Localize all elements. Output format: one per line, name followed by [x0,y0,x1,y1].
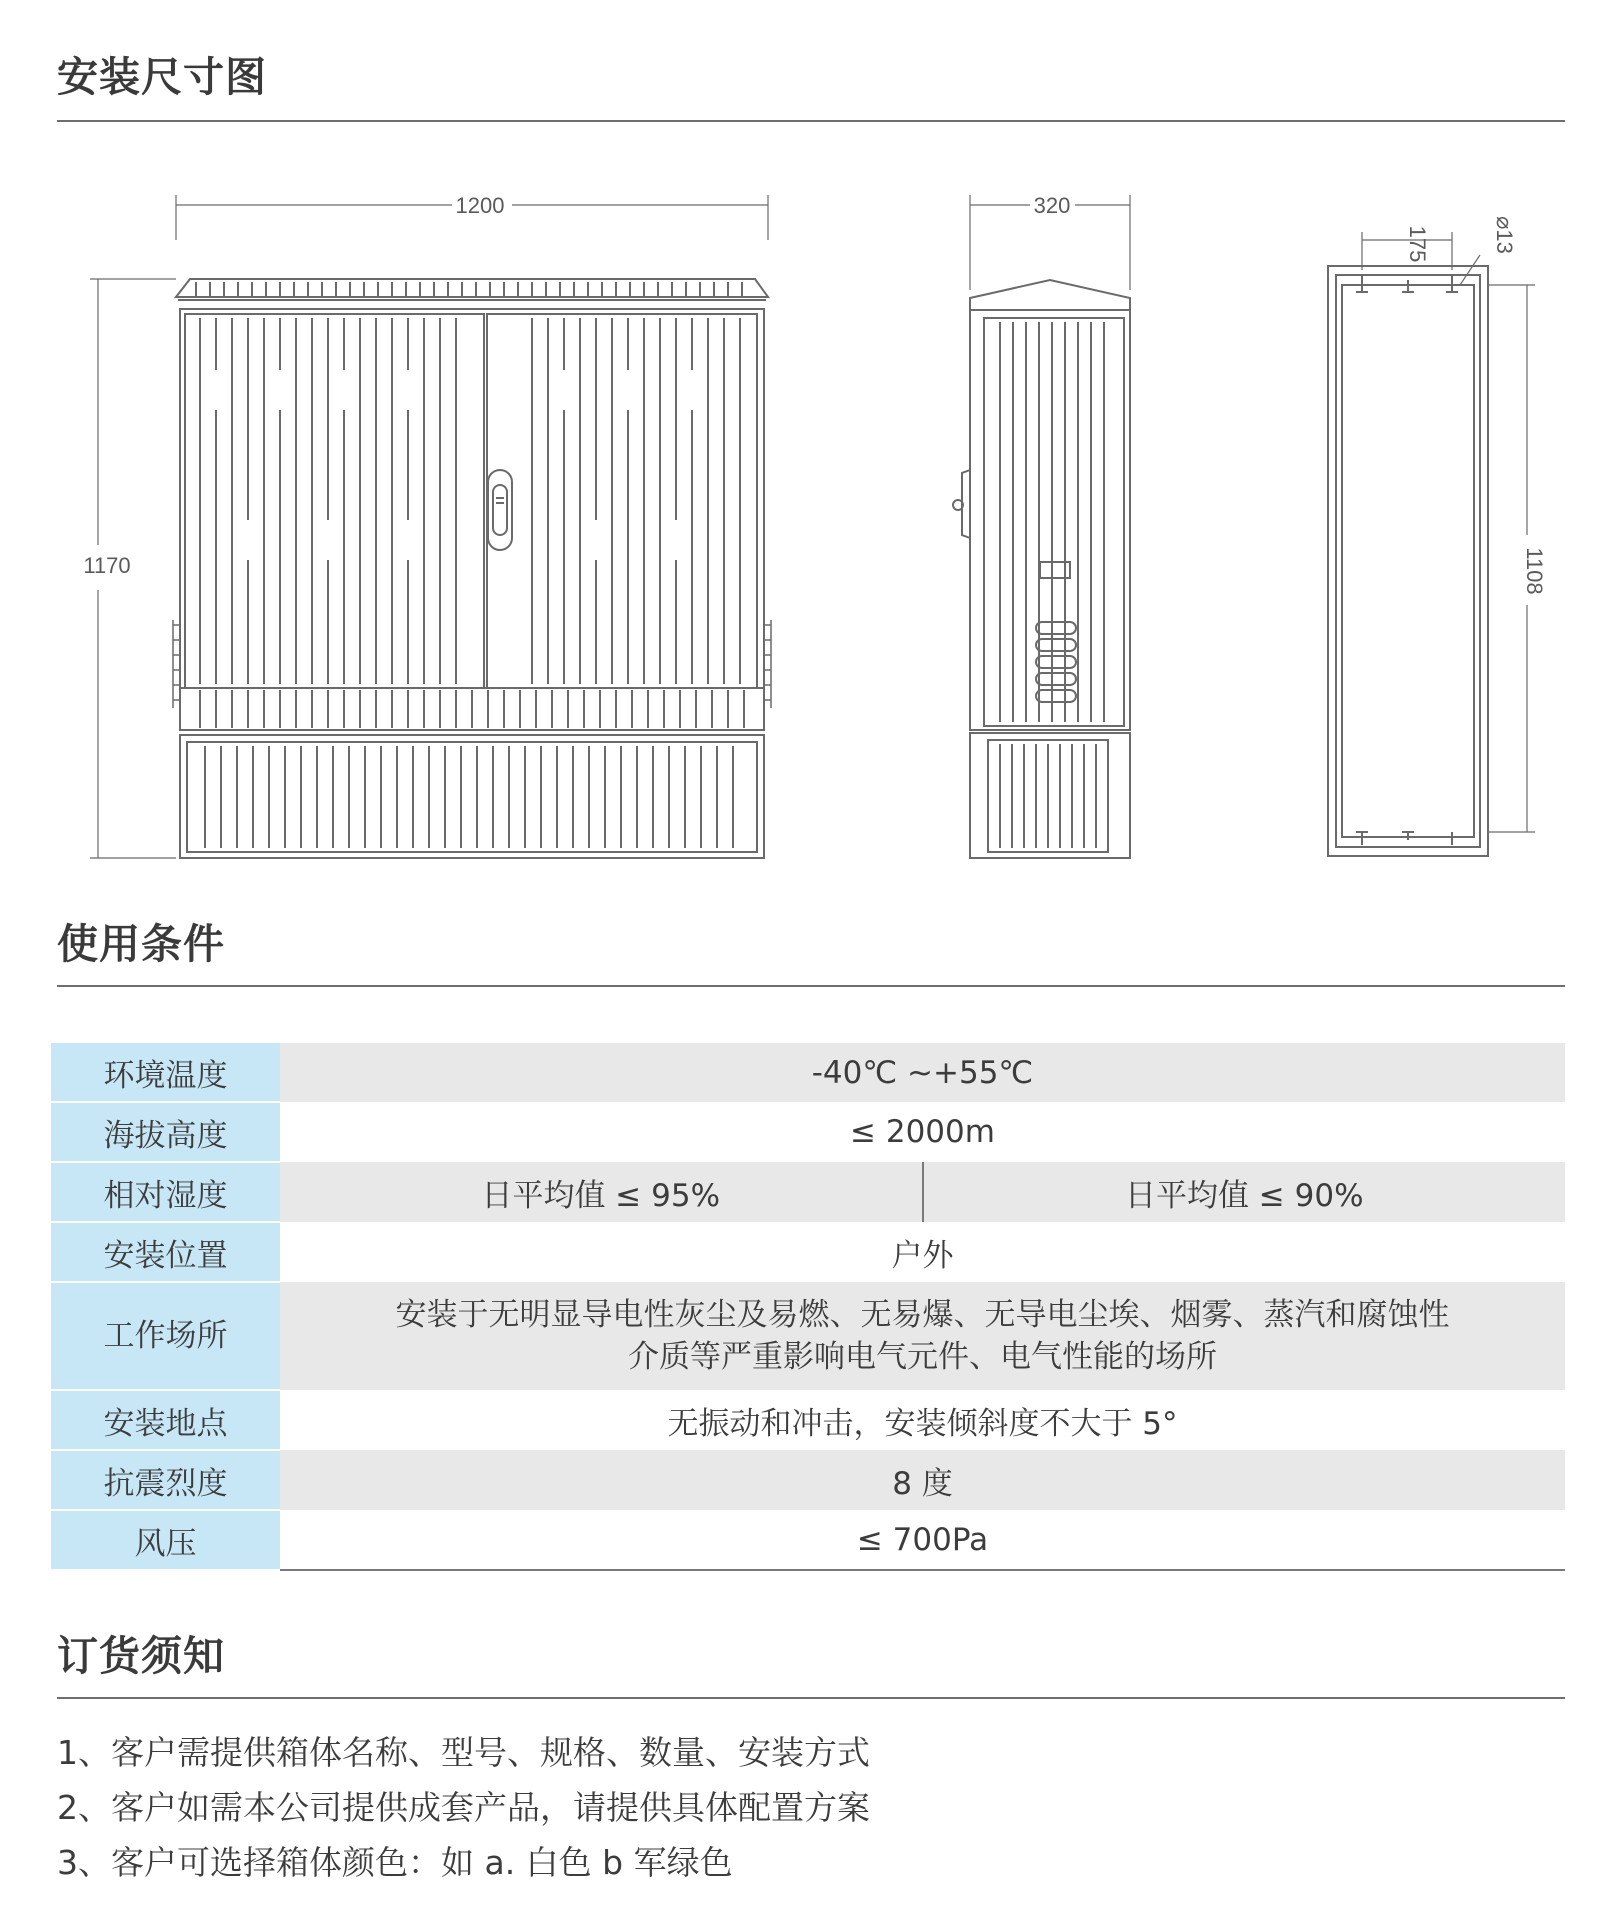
table-row [51,1450,1565,1510]
row-value-line: 介质等严重影响电气元件、电气性能的场所 [628,1339,1217,1375]
table-row [51,1222,1565,1282]
front-view [90,195,771,858]
row-label: 环境温度 [51,1043,280,1102]
list-item: 2、客户如需本公司提供成套产品，请提供具体配置方案 [57,1788,870,1827]
list-item: 1、客户需提供箱体名称、型号、规格、数量、安装方式 [57,1733,870,1772]
row-label: 安装位置 [51,1222,280,1282]
order-title-rule [57,1697,1565,1699]
dim-front-height: 1170 [83,553,131,578]
dimension-drawing [0,150,1620,870]
row-value: ≤ 700Pa [280,1510,1565,1570]
conditions-table [51,1043,1565,1571]
row-label: 安装地点 [51,1390,280,1450]
row-value: 8 度 [280,1450,1565,1510]
row-label: 抗震烈度 [51,1450,280,1510]
row-value: ≤ 2000m [280,1102,1565,1162]
install-dimensions-title: 安装尺寸图 [57,53,267,101]
dim-base-length: 1108 [1522,547,1547,595]
table-row [51,1162,1565,1222]
dim-side-depth: 320 [1033,193,1071,218]
row-value-right: 日平均值 ≤ 90% [923,1162,1566,1222]
conditions-title-rule [57,985,1565,987]
table-row [51,1282,1565,1390]
row-label: 风压 [51,1510,280,1570]
row-value-line: 安装于无明显导电性灰尘及易燃、无易爆、无导电尘埃、烟雾、蒸汽和腐蚀性 [395,1297,1450,1333]
dim-base-spacing: 175 [1405,225,1430,263]
row-value: -40℃ ~+55℃ [280,1043,1565,1102]
row-label: 海拔高度 [51,1102,280,1162]
order-notes-title: 订货须知 [57,1632,225,1680]
side-view [953,195,1130,858]
row-value: 户外 [280,1222,1565,1282]
table-row [51,1390,1565,1450]
order-notes-list [57,1725,870,1890]
base-view [1328,232,1535,856]
dim-front-width: 1200 [455,193,505,218]
table-row [51,1102,1565,1162]
install-title-rule [57,120,1565,122]
row-label: 工作场所 [51,1282,280,1390]
row-label: 相对湿度 [51,1162,280,1222]
table-row [51,1043,1565,1102]
row-value [280,1282,1565,1390]
list-item: 3、客户可选择箱体颜色：如 a. 白色 b 军绿色 [57,1843,733,1882]
table-row [51,1510,1565,1570]
row-value-left: 日平均值 ≤ 95% [280,1162,923,1222]
row-value: 无振动和冲击，安装倾斜度不大于 5° [280,1390,1565,1450]
conditions-title: 使用条件 [57,920,225,968]
dim-hole-diameter: ⌀13 [1492,216,1517,254]
